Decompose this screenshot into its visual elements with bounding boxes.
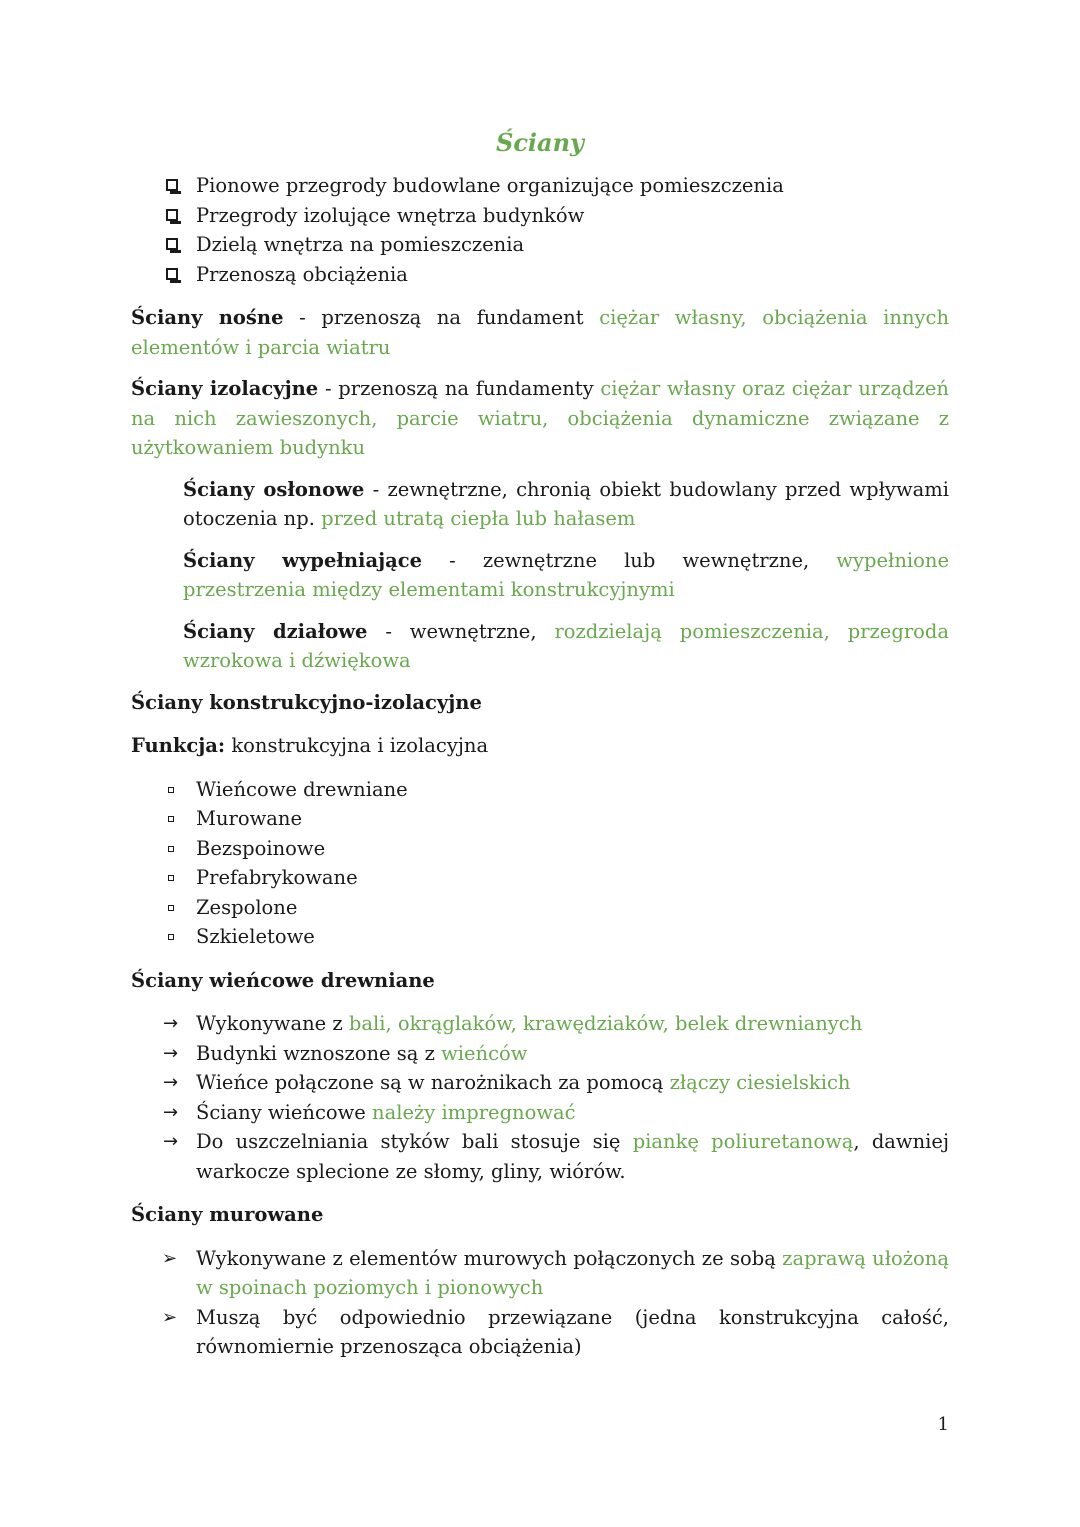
list-item: → Ściany wieńcowe należy impregnować [131, 1098, 949, 1128]
page-content [131, 128, 949, 1362]
list-item: → Budynki wznoszone są z wieńców [131, 1039, 949, 1069]
list-item: ➢ Wykonywane z elementów murowych połączonych ze sobą zaprawą ułożoną w spoinach poziomych i pionowych [131, 1244, 949, 1303]
arrow-right-icon: → [163, 1013, 179, 1034]
definition-oslonowe: Ściany osłonowe - zewnętrzne, chronią obiekt budowlany przed wpływami otoczenia np. przed utratą ciepła lub hałasem [183, 477, 949, 530]
chevron-bullet-icon: ➢ [162, 1306, 178, 1328]
square-bullet-icon [168, 875, 174, 881]
list-item: Szkieletowe [131, 922, 949, 952]
list-item: Murowane [131, 804, 949, 834]
arrow-right-icon: → [163, 1101, 179, 1123]
arrow-right-icon: → [163, 1042, 179, 1064]
types-list [131, 775, 949, 952]
list-item: Przenoszą obciążenia [131, 260, 949, 290]
funkcja-line: Funkcja: konstrukcyjna i izolacyjna [131, 734, 489, 757]
page-number: 1 [937, 1414, 949, 1435]
square-bullet-icon [168, 934, 174, 940]
list-item: Bezspoinowe [131, 834, 949, 864]
square-bullet-icon [168, 816, 174, 822]
list-item: Wieńcowe drewniane [131, 775, 949, 805]
checkbox-icon [166, 238, 178, 250]
intro-checklist [131, 171, 949, 289]
definition-wypelniajace: Ściany wypełniające - zewnętrzne lub wewnętrzne, wypełnione przestrzenia między elementami konstrukcyjnymi [183, 548, 949, 601]
list-item: → Wieńce połączone są w narożnikach za pomocą złączy ciesielskich [131, 1068, 949, 1098]
arrow-right-icon: → [163, 1131, 179, 1152]
checkbox-icon [166, 179, 178, 191]
murowane-list [131, 1244, 949, 1362]
square-bullet-icon [168, 905, 174, 911]
list-item: Prefabrykowane [131, 863, 949, 893]
square-bullet-icon [168, 846, 174, 852]
list-item: Przegrody izolujące wnętrza budynków [131, 201, 949, 231]
list-item: → Do uszczelniania styków bali stosuje się piankę poliuretanową, dawniej warkocze splecione ze słomy, gliny, wiórów. [131, 1127, 949, 1186]
list-item: Dzielą wnętrza na pomieszczenia [131, 230, 949, 260]
list-item: Pionowe przegrody budowlane organizujące pomieszczenia [131, 171, 949, 201]
list-item: → Wykonywane z bali, okrąglaków, krawędziaków, belek drewnianych [131, 1009, 949, 1039]
definition-izolacyjne: Ściany izolacyjne - przenoszą na fundamenty ciężar własny oraz ciężar urządzeń na nich zawieszonych, parcie wiatru, obciążenia dynamiczne związane z użytkowaniem budynku [131, 377, 949, 459]
arrow-right-icon: → [163, 1072, 179, 1093]
page-title: Ściany [495, 128, 584, 157]
checkbox-icon [166, 209, 178, 221]
square-bullet-icon [168, 787, 174, 793]
definition-nosne: Ściany nośne - przenoszą na fundament ciężar własny, obciążenia innych elementów i parcia wiatru [131, 306, 949, 359]
list-item: Zespolone [131, 893, 949, 923]
wiencowe-list [131, 1009, 949, 1186]
checkbox-icon [166, 268, 178, 280]
list-item: ➢ Muszą być odpowiednio przewiązane (jedna konstrukcyjna całość, równomiernie przenosząca obciążenia) [131, 1303, 949, 1362]
section-heading-konstrukcyjno: Ściany konstrukcyjno-izolacyjne [131, 690, 482, 714]
section-heading-murowane: Ściany murowane [131, 1203, 324, 1226]
section-heading-wiencowe: Ściany wieńcowe drewniane [131, 968, 435, 992]
definition-dzialowe: Ściany działowe - wewnętrzne, rozdzielają pomieszczenia, przegroda wzrokowa i dźwiękowa [183, 619, 949, 672]
chevron-bullet-icon: ➢ [162, 1247, 178, 1269]
